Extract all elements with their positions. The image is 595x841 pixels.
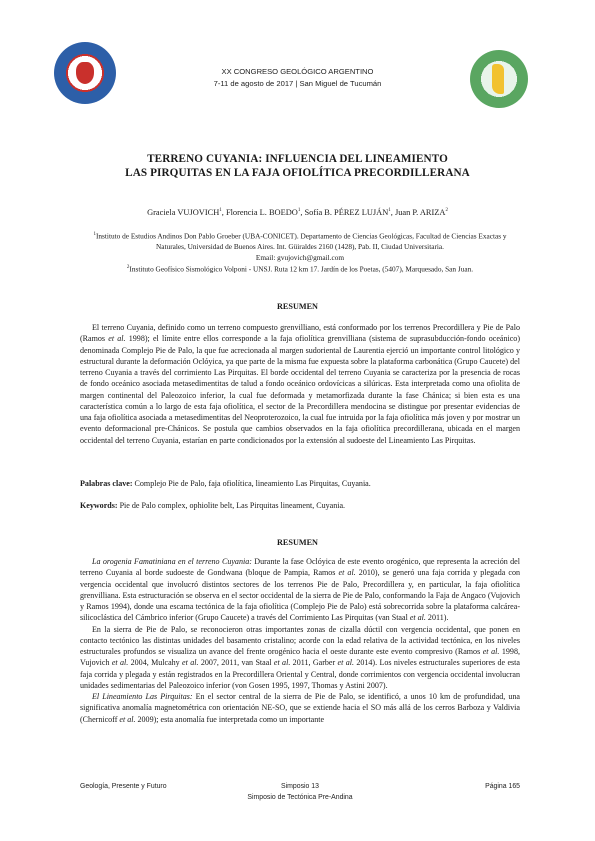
affiliations [80, 230, 520, 275]
paragraph [80, 691, 520, 725]
author-email: Email: gvujovich@gmail.com [255, 252, 345, 262]
text: Durante la fase Oclóyica de este evento orogénico, que representa la acreción del terreno Cuyania al borde sudoeste de Gondwana (bloque de Pampia, Ramos [80, 557, 520, 578]
title-line-2: LAS PIRQUITAS EN LA FAJA OFIOLÍTICA PRECORDILLERANA [125, 167, 470, 179]
keywords-es [80, 478, 520, 489]
affil-sup: 1 [93, 232, 96, 237]
congress-header [0, 66, 595, 90]
text-em: et al. [108, 334, 126, 344]
affil-sup: 2 [126, 265, 130, 271]
author-sup: 1 [388, 208, 391, 214]
footer-center: Simposio 13 [281, 783, 319, 790]
congress-name: XX CONGRESO GEOLÓGICO ARGENTINO [221, 67, 374, 76]
resumen-paragraph [80, 322, 520, 446]
author: Sofía B. PÉREZ LUJÁN [304, 208, 389, 217]
text-em: et al. [119, 714, 136, 724]
resumen-heading-2: RESUMEN [277, 538, 318, 547]
paper-title [0, 152, 595, 180]
text: 2004, Mulcahy [128, 658, 183, 668]
text: En la sierra de Pie de Palo, se reconocieron otras importantes zonas de cizalla dúctil con vergencia occidental, que ponen en contacto tectónico las distintas unidades del basamento cristalino; acorde con la edad relativa de la actividad tectónica, en los niveles estructurales profundos se visualiza un avance del frente orogénico hacia el oeste durante este evento compresivo (Ramos [80, 624, 520, 656]
affil-text: Instituto de Estudios Andinos Don Pablo Groeber (UBA-CONICET). Departamento de Ciencias Geológicas, Facultad de Ciencias Exactas y Naturales, Universidad de Buenos Aires. Int. Güiraldes 2160 (1428), Pab. II, Ciudad Universitaria. [95, 231, 507, 252]
text: 2010), se generó una faja corrida y plegada con vergencia occidental que involucró distintos sectores de los terrenos Pie de Palo, Precordillera y, en particular, la faja ofiolítica grenvilliana. Esta estructuración se observa en el sector occidental de la sierra de Pie de Palo, conformando la Faja de Angaco (Vujovich y Ramos 1994), donde una escama tectónica de la faja ofiolítica (Complejo Pie de Palo) está sobrecorrida sobre la plataforma calcárea-silicoclástica del Cámbrico inferior (Grupo Caucete) a través del Corrimiento Las Pirquitas (van Staal [80, 568, 520, 623]
text-em: et al. [338, 568, 356, 578]
affiliation-2 [80, 263, 520, 275]
text: 1998); el límite entre ellos corresponde a la faja ofiolítica grenvilliana (sistema de suprasubducción-fondo oceánico) denominada Complejo Pie de Palo, la que fue acrecionada al margen sudoriental de Laurentia ejerció un importante control litológico y estructural durante la deformación Oclóyica, ya que parte de la misma fue expuesta sobre la plataforma carbonática (Grupo Caucete) del terreno Cuyania a través del corrimiento Las Pirquitas. El borde occidental del terreno Cuyania se caracteriza por la presencia de rocas de fondo oceánico asociada metasedimentitas de talud a fondo oceánico ordovícicas a silúricas. Esta interpretada como una ofiolita de margen continental del Paleozoico inferior, la cual fue deformada y metamorfizada durante la fase Chánica; si bien esta es una característica común a lo largo de esta faja ofiolítica, el sector de la Precordillera mendocina se distingue por presentar evidencias de una faja ofiolítica asociada a metasedimentitas del Neoproterozoico, la cual fue intruida por la faja ofiolítica más joven y por mostrar un evento deformacional pre-Chánicos. Se postula que cambios observados en la faja ofiolítica precordillerana, ubicada en el margen occidental del terreno Cuyania, estarían en parte condicionados por la extensión al sudoeste del Lineamiento Las Pirquitas. [80, 334, 520, 445]
text: 2009); esta anomalía fue interpretada como un importante [135, 714, 325, 724]
text-em: et al. [182, 658, 199, 668]
author-sup: 1 [219, 208, 222, 214]
text-em: et al. [482, 647, 500, 656]
page-footer [80, 781, 520, 809]
text: 1998, Vujovich [80, 647, 520, 668]
paragraph [80, 556, 520, 624]
text-em: El Lineamiento Las Pirquitas: [92, 692, 193, 701]
text: El terreno Cuyania, definido como un terreno compuesto grenvilliano, está conformado por los terrenos Precordillera y Pie de Palo (Ramos [80, 323, 520, 344]
author-list: Graciela VUJOVICH$^1$, Florencia L. BOEDO$^1$, Sofía B. PÉREZ LUJÁN$^1$, Juan P. ARIZA$^2$ [147, 208, 448, 217]
resumen-heading: RESUMEN [277, 302, 318, 311]
title-line-1: TERRENO CUYANIA: INFLUENCIA DEL LINEAMIENTO [147, 153, 448, 165]
text-em: et al. [111, 658, 129, 668]
congress-dates: 7-11 de agosto de 2017 | San Miguel de Tucumán [213, 79, 382, 88]
author: Florencia L. BOEDO [225, 208, 298, 217]
affiliation-1 [80, 230, 520, 253]
author-sup: 1 [297, 208, 301, 214]
paragraph [80, 624, 520, 692]
kw-text: Complejo Pie de Palo, faja ofiolítica, lineamiento Las Pirquitas, Cuyania. [132, 479, 371, 488]
text: En el sector central de la sierra de Pie de Palo, se identificó, a unos 10 km de profundidad, una significativa anomalía magnetométrica con orientación NE-SO, que se extiende hacia el SO más allá de los cerros Barboza y Valdivia (Chernicoff [80, 692, 520, 724]
text: 2014). Los niveles estructurales superiores de esta faja corrida y plegada y están registrados en la Precordillera Oriental y Central, donde corrimientos con vergencia occidental involucran unidades sedimentarias del Paleozoico inferior (von Gosen 1995, 1997, Thomas y Astini 2007). [80, 658, 520, 690]
author: Graciela VUJOVICH [147, 208, 220, 217]
author-sup: 2 [445, 208, 448, 214]
kw-label: Palabras clave: [80, 479, 133, 488]
footer-left: Geología, Presente y Futuro [80, 783, 167, 790]
author: Juan P. ARIZA [394, 208, 446, 217]
text: 2011, Garber [290, 658, 338, 668]
body-text [80, 556, 520, 725]
footer-center-2: Simposio de Tectónica Pre-Andina [247, 794, 353, 801]
text-em: La orogenia Famatiniana en el terreno Cuyania: [92, 557, 252, 566]
text: 2011). [425, 613, 449, 623]
kw-text: Pie de Palo complex, ophiolite belt, Las Pirquitas lineament, Cuyania. [117, 501, 346, 510]
text-em: et al. [409, 613, 426, 623]
text: 2007, 2011, van Staal [198, 658, 274, 668]
text-em: et al. [273, 658, 291, 668]
page-number: Página 165 [485, 783, 520, 790]
keywords-en [80, 500, 520, 511]
text-em: et al. [337, 658, 354, 668]
kw-label: Keywords: [80, 501, 118, 510]
affil-text: Instituto Geofísico Sismológico Volponi - UNSJ. Ruta 12 km 17. Jardín de los Poetas, (5407), Marquesado, San Juan. [129, 264, 474, 274]
